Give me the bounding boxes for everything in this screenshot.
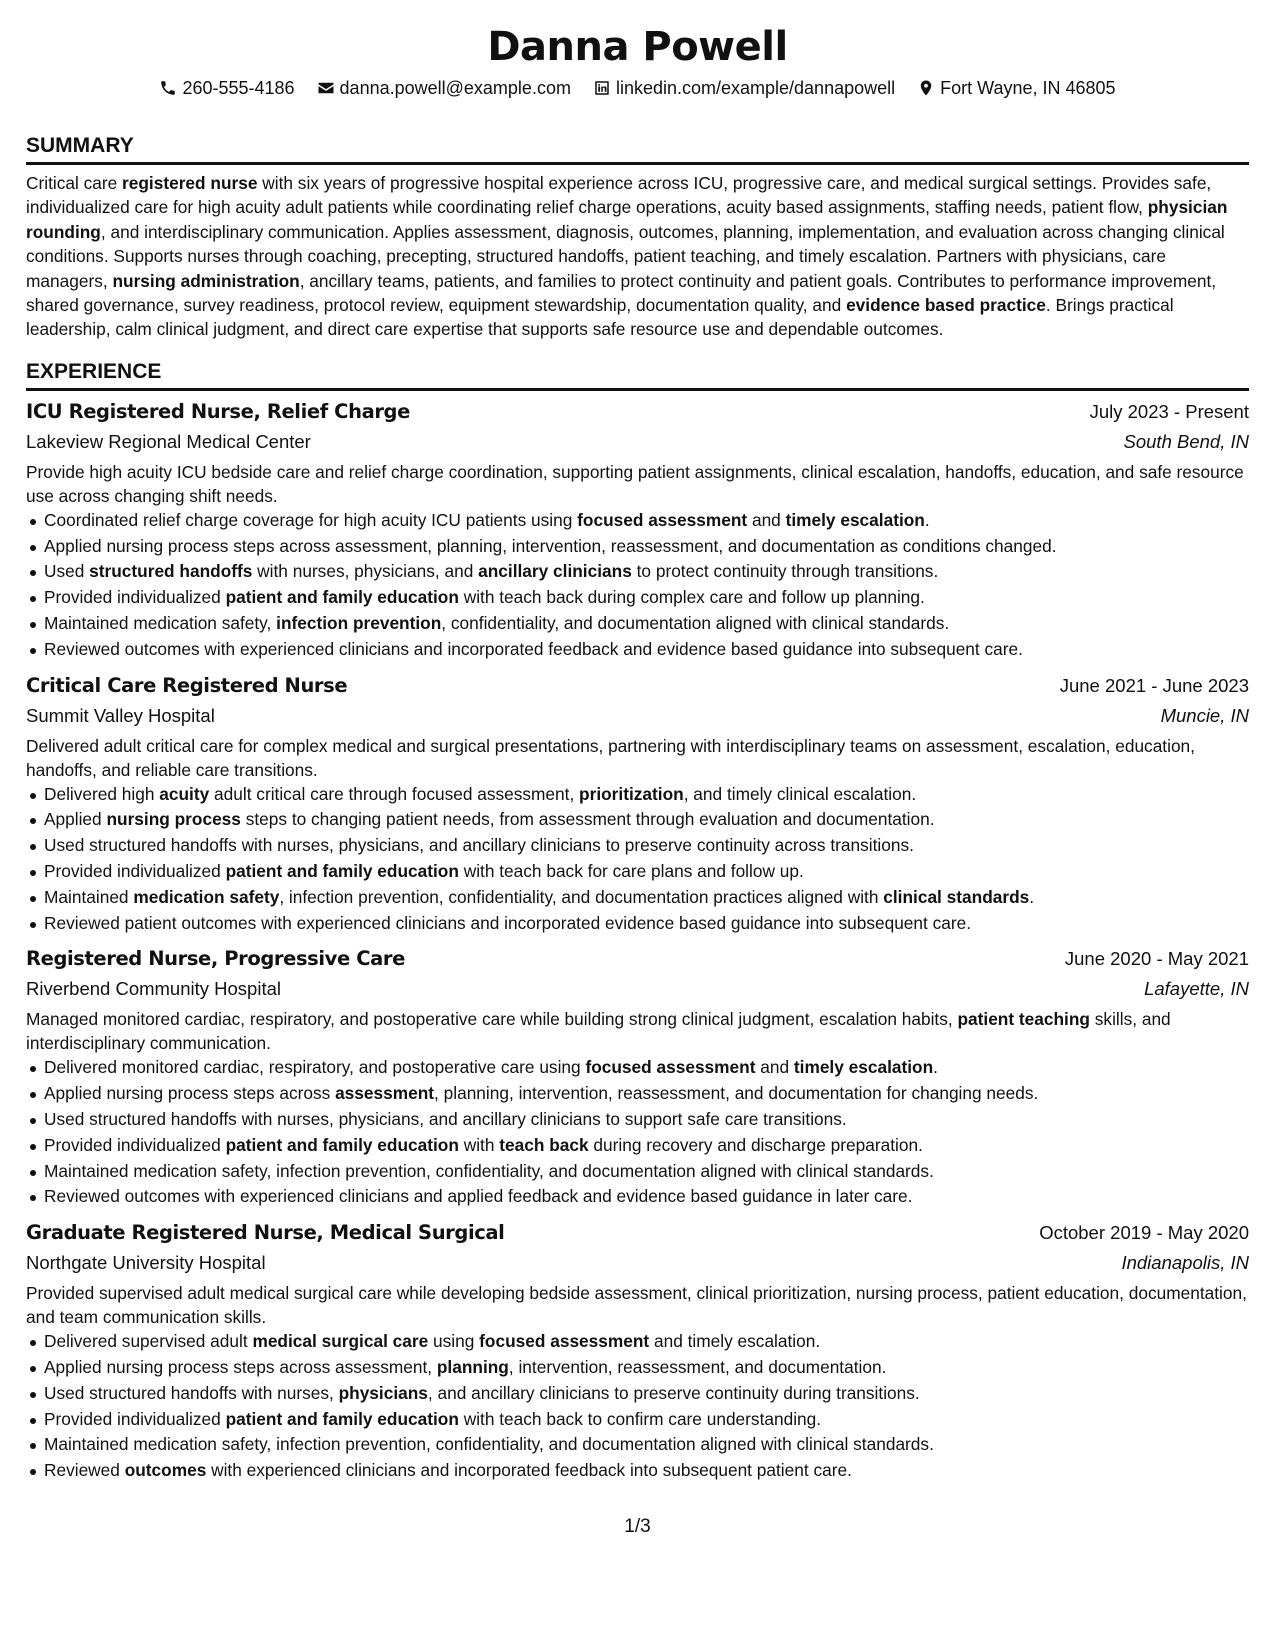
job-dates: July 2023 - Present xyxy=(1089,400,1249,422)
text-run: , planning, intervention, reassessment, and documentation for changing needs. xyxy=(434,1083,1039,1104)
bold-keyword: patient and family education xyxy=(225,1134,459,1155)
text-run: Provided individualized xyxy=(44,861,226,882)
bold-keyword: focused assessment xyxy=(585,1057,756,1078)
text-run: . Brings practical leadership, calm clinical judgment, and direct care expertise that supports safe resource use and dependable outcomes. xyxy=(26,295,1174,340)
bold-keyword: nursing process xyxy=(106,809,241,830)
bullet-item xyxy=(26,611,1249,637)
envelope-icon xyxy=(317,79,335,97)
text-run: with teach back for care plans and follow up. xyxy=(458,861,804,882)
bullet-item xyxy=(26,585,1249,611)
contact-linkedin xyxy=(593,76,895,100)
linkedin-icon xyxy=(593,79,611,97)
job-organization: Lakeview Regional Medical Center xyxy=(26,430,311,452)
bold-keyword: acuity xyxy=(159,783,210,804)
bold-keyword: outcomes xyxy=(124,1460,207,1481)
contact-email-text: danna.powell@example.com xyxy=(339,78,571,98)
bold-keyword: ancillary clinicians xyxy=(478,561,632,582)
job-bullets xyxy=(26,508,1249,663)
text-run: and timely escalation. xyxy=(649,1331,821,1352)
text-run: Maintained xyxy=(44,886,134,907)
text-run: Reviewed xyxy=(44,1460,125,1481)
bullet-item xyxy=(26,1107,1249,1133)
bullet-item xyxy=(26,1159,1249,1185)
text-run: , and timely clinical escalation. xyxy=(683,783,917,804)
text-run: and xyxy=(755,1057,794,1078)
text-run: Managed monitored cardiac, respiratory, and postoperative care while building strong clinical judgment, escalation habits, xyxy=(26,1009,958,1030)
text-run: using xyxy=(428,1331,480,1352)
bold-keyword: physician rounding xyxy=(26,197,1228,242)
text-run: , intervention, reassessment, and documentation. xyxy=(508,1356,887,1377)
text-run: , ancillary teams, patients, and families to protect continuity and patient goals. Contributes to performance improvement, shared governance, survey readiness, protocol review, equipment stewardship, documentation quality, and xyxy=(26,270,1217,316)
job-organization: Summit Valley Hospital xyxy=(26,704,215,726)
text-run: , and interdisciplinary communication. Applies assessment, diagnosis, outcomes, planning, implementation, and evaluation across changing clinical conditions. Supports nurses through coaching, precepting, structured handoffs, patient teaching, and timely escalation. Partners with physicians, care managers, xyxy=(26,221,1225,291)
text-run: Applied nursing process steps across assessment, xyxy=(44,1356,437,1377)
job-entry xyxy=(26,944,1249,1210)
contact-phone xyxy=(159,76,294,100)
job-entry xyxy=(26,671,1249,937)
text-run: Delivered high xyxy=(44,783,160,804)
bullet-item xyxy=(26,1184,1249,1210)
bullet-item xyxy=(26,833,1249,859)
text-run: . xyxy=(1029,886,1035,907)
bold-keyword: structured handoffs xyxy=(89,561,253,582)
bold-keyword: medical surgical care xyxy=(252,1331,429,1352)
text-run: during recovery and discharge preparation. xyxy=(588,1134,923,1155)
bold-keyword: nursing administration xyxy=(112,270,300,291)
text-run: Used structured handoffs with nurses, physicians, and ancillary clinicians to preserve continuity across transitions. xyxy=(44,835,914,856)
text-run: , infection prevention, confidentiality, and documentation practices aligned with xyxy=(279,886,884,907)
job-title: Graduate Registered Nurse, Medical Surgical xyxy=(26,1221,505,1245)
job-header-row xyxy=(26,397,1249,427)
contact-row xyxy=(26,76,1249,100)
job-org-row xyxy=(26,427,1249,457)
summary-heading: SUMMARY xyxy=(26,132,1249,165)
text-run: , confidentiality, and documentation aligned with clinical standards. xyxy=(441,613,950,634)
text-run: Used structured handoffs with nurses, physicians, and ancillary clinicians to support safe care transitions. xyxy=(44,1109,847,1129)
bold-keyword: focused assessment xyxy=(479,1331,650,1352)
summary-text xyxy=(26,171,1249,342)
contact-email xyxy=(317,76,571,100)
text-run: Applied xyxy=(44,809,107,830)
job-org-row xyxy=(26,974,1249,1004)
bullet-item xyxy=(26,508,1249,534)
job-dates: June 2020 - May 2021 xyxy=(1064,948,1249,970)
text-run: Maintained medication safety, xyxy=(44,613,277,634)
text-run: steps to changing patient needs, from assessment through evaluation and documentation. xyxy=(240,809,935,830)
bold-keyword: patient and family education xyxy=(225,587,459,608)
contact-location xyxy=(917,76,1115,100)
text-run: Provided individualized xyxy=(44,1408,226,1429)
contact-location-text: Fort Wayne, IN 46805 xyxy=(940,78,1116,98)
bullet-item xyxy=(26,859,1249,885)
job-description: Delivered adult critical care for complex medical and surgical presentations, partnering with interdisciplinary teams on assessment, escalation, education, handoffs, and reliable care transitions. xyxy=(26,735,1195,780)
job-title: Critical Care Registered Nurse xyxy=(26,673,348,697)
bullet-item xyxy=(26,1055,1249,1081)
text-run: Maintained medication safety, infection prevention, confidentiality, and documentation aligned with clinical standards. xyxy=(44,1434,934,1455)
text-run: Reviewed patient outcomes with experienced clinicians and incorporated evidence based guidance into subsequent care. xyxy=(44,912,972,933)
text-run: and xyxy=(747,509,786,530)
job-org-row xyxy=(26,1248,1249,1278)
bold-keyword: medication safety xyxy=(133,886,280,907)
job-title: Registered Nurse, Progressive Care xyxy=(26,947,405,971)
text-run: Applied nursing process steps across assessment, planning, intervention, reassessment, and documentation as conditions changed. xyxy=(44,535,1057,556)
bullet-item xyxy=(26,782,1249,808)
bold-keyword: assessment xyxy=(335,1083,435,1104)
job-org-row xyxy=(26,701,1249,731)
text-run: Provided individualized xyxy=(44,1134,226,1155)
experience-heading: EXPERIENCE xyxy=(26,358,1249,391)
bold-keyword: timely escalation xyxy=(793,1057,934,1078)
bold-keyword: clinical standards xyxy=(883,886,1030,907)
job-description: Provided supervised adult medical surgical care while developing bedside assessment, clinical prioritization, nursing process, patient education, documentation, and team communication skills. xyxy=(26,1283,1247,1328)
bold-keyword: focused assessment xyxy=(577,509,748,530)
text-run: skills, and interdisciplinary communication. xyxy=(26,1009,1171,1054)
job-organization: Riverbend Community Hospital xyxy=(26,978,281,1000)
map-marker-icon xyxy=(917,79,935,97)
bold-keyword: physicians xyxy=(338,1382,428,1403)
job-bullets xyxy=(26,1329,1249,1484)
text-run: Applied nursing process steps across xyxy=(44,1083,336,1104)
job-title: ICU Registered Nurse, Relief Charge xyxy=(26,399,410,423)
summary-section xyxy=(26,132,1249,342)
text-run: Critical care xyxy=(26,173,123,193)
bold-keyword: timely escalation xyxy=(785,509,925,530)
bold-keyword: patient and family education xyxy=(225,1408,459,1429)
page-number: 1/3 xyxy=(624,1516,651,1537)
text-run: Delivered supervised adult xyxy=(44,1331,253,1352)
bullet-item xyxy=(26,534,1249,560)
bullet-item xyxy=(26,559,1249,585)
job-header-row xyxy=(26,944,1249,974)
job-organization: Northgate University Hospital xyxy=(26,1252,266,1274)
bold-keyword: patient and family education xyxy=(225,861,459,882)
job-location: Muncie, IN xyxy=(1160,704,1249,726)
contact-phone-text: 260-555-4186 xyxy=(182,78,295,98)
bullet-item xyxy=(26,1081,1249,1107)
job-entry xyxy=(26,1218,1249,1484)
bold-keyword: planning xyxy=(436,1356,509,1377)
text-run: with teach back during complex care and follow up planning. xyxy=(458,587,925,608)
bold-keyword: prioritization xyxy=(579,783,684,804)
contact-linkedin-text: linkedin.com/example/dannapowell xyxy=(615,78,896,98)
text-run: to protect continuity through transitions. xyxy=(631,561,939,582)
job-description xyxy=(26,1007,1249,1055)
job-entry xyxy=(26,397,1249,663)
job-header-row xyxy=(26,1218,1249,1248)
job-location: Lafayette, IN xyxy=(1144,978,1249,1000)
bullet-item xyxy=(26,1407,1249,1433)
bullet-item xyxy=(26,885,1249,911)
text-run: with six years of progressive hospital experience across ICU, progressive care, and medical surgical settings. Provides safe, individualized care for high acuity adult patients while coordinating relief charge operations, acuity based assignments, staffing needs, patient flow, xyxy=(26,173,1212,218)
job-bullets xyxy=(26,1055,1249,1210)
text-run: Delivered monitored cardiac, respiratory, and postoperative care using xyxy=(44,1057,586,1078)
text-run: Coordinated relief charge coverage for high acuity ICU patients using xyxy=(44,509,578,530)
bullet-item xyxy=(26,1329,1249,1355)
text-run: . xyxy=(933,1057,938,1078)
text-run: with experienced clinicians and incorporated feedback into subsequent patient care. xyxy=(206,1460,852,1481)
bold-keyword: registered nurse xyxy=(122,173,258,193)
bullet-item xyxy=(26,1355,1249,1381)
text-run: with xyxy=(458,1134,500,1155)
bold-keyword: evidence based practice xyxy=(846,295,1046,316)
bullet-item xyxy=(26,1432,1249,1458)
job-description: Provide high acuity ICU bedside care and relief charge coordination, supporting patient assignments, clinical escalation, handoffs, education, and safe resource use across changing shift needs. xyxy=(26,461,1244,506)
bold-keyword: infection prevention xyxy=(276,613,442,634)
text-run: Reviewed outcomes with experienced clinicians and applied feedback and evidence based guidance in later care. xyxy=(44,1186,913,1207)
bullet-item xyxy=(26,1381,1249,1407)
bold-keyword: teach back xyxy=(499,1134,589,1155)
job-dates: October 2019 - May 2020 xyxy=(1039,1222,1249,1244)
experience-section xyxy=(26,358,1249,1484)
text-run: with teach back to confirm care understanding. xyxy=(458,1408,822,1429)
text-run: Reviewed outcomes with experienced clinicians and incorporated feedback and evidence based guidance into subsequent care. xyxy=(44,638,1023,659)
text-run: Maintained medication safety, infection prevention, confidentiality, and documentation aligned with clinical standards. xyxy=(44,1160,934,1181)
resume-page xyxy=(26,22,1249,1484)
text-run: adult critical care through focused assessment, xyxy=(209,783,580,804)
text-run: with nurses, physicians, and xyxy=(252,561,479,582)
bullet-item xyxy=(26,637,1249,663)
job-location: South Bend, IN xyxy=(1123,430,1249,452)
text-run: . xyxy=(924,509,930,530)
text-run: Provided individualized xyxy=(44,587,226,608)
bullet-item xyxy=(26,1458,1249,1484)
candidate-name: Danna Powell xyxy=(487,24,788,70)
bold-keyword: patient teaching xyxy=(957,1009,1090,1030)
text-run: Used structured handoffs with nurses, xyxy=(44,1382,339,1403)
bullet-item xyxy=(26,807,1249,833)
bullet-item xyxy=(26,1133,1249,1159)
bullet-item xyxy=(26,911,1249,937)
job-header-row xyxy=(26,671,1249,701)
job-bullets xyxy=(26,782,1249,937)
job-dates: June 2021 - June 2023 xyxy=(1059,674,1249,696)
job-location: Indianapolis, IN xyxy=(1121,1252,1249,1274)
phone-icon xyxy=(159,79,177,97)
text-run: , and ancillary clinicians to preserve continuity during transitions. xyxy=(427,1382,920,1403)
text-run: Used xyxy=(44,561,90,582)
